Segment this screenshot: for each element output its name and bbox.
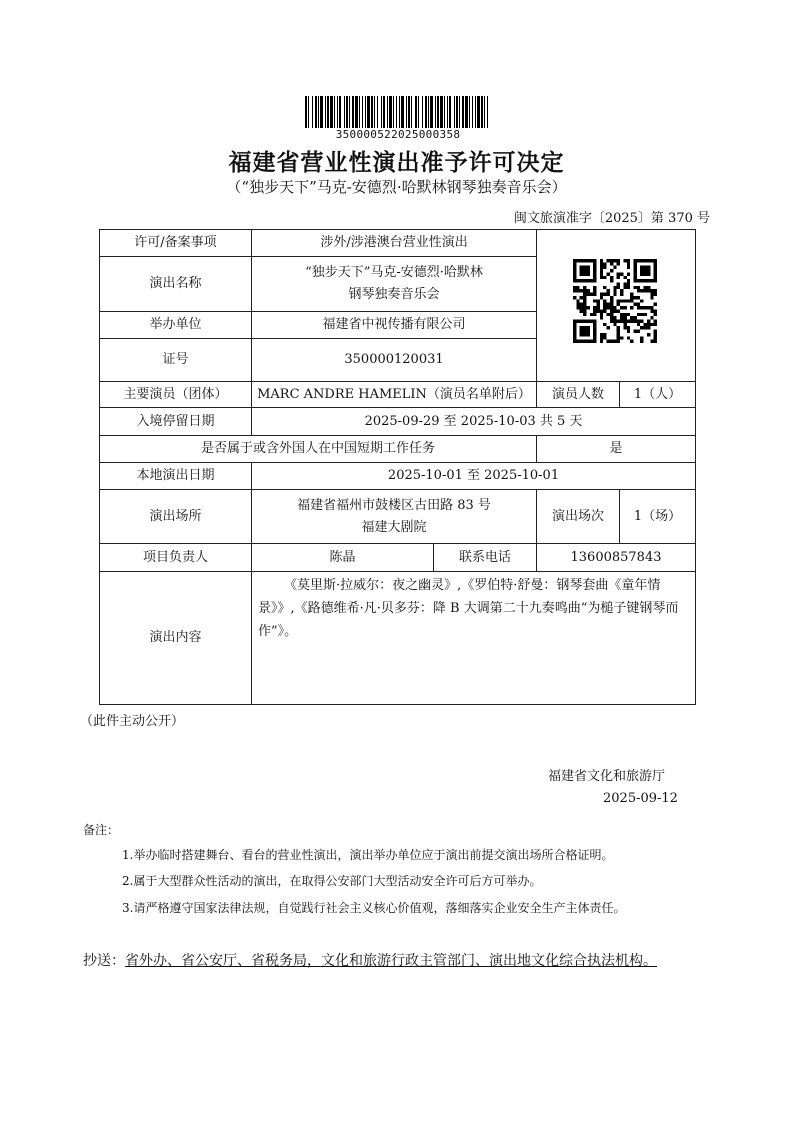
- show-name-line2: 钢琴独奏音乐会: [348, 287, 440, 302]
- barcode-image: [305, 96, 491, 128]
- page-subtitle: （“独步天下”马克-安德烈·哈默林钢琴独奏音乐会）: [226, 178, 567, 196]
- content-label: 演出内容: [100, 572, 252, 705]
- document-number: 闽文旅演准字〔2025〕第 370 号: [513, 211, 710, 226]
- cc-section: [83, 947, 713, 975]
- show-name-label: 演出名称: [100, 257, 252, 312]
- entry-date-label: 入境停留日期: [100, 408, 252, 436]
- organizer-value: 福建省中视传播有限公司: [252, 312, 537, 339]
- local-date-label: 本地演出日期: [100, 463, 252, 490]
- entry-date-value: 2025-09-29 至 2025-10-03 共 5 天: [252, 408, 696, 436]
- qr-code-image: [573, 259, 657, 343]
- performer-count-value: 1（人）: [620, 382, 696, 408]
- manager-label: 项目负责人: [100, 544, 252, 572]
- manager-value: 陈晶: [252, 544, 434, 572]
- note-item: 3.请严格遵守国家法律法规，自觉践行社会主义核心价值观，落细落实企业安全生产主体责任。: [122, 901, 626, 915]
- content-value: 《莫里斯·拉威尔：夜之幽灵》,《罗伯特·舒曼：钢琴套曲《童年情景》》,《路德维希·凡·贝多芬：降 B 大调第二十九奏鸣曲“为槌子键钢琴而作”》。: [252, 572, 696, 705]
- cc-value: 省外办、省公安厅、省税务局，文化和旅游行政主管部门、演出地文化综合执法机构。: [125, 953, 657, 969]
- barcode-number: 350000522025000358: [335, 128, 461, 141]
- license-type-label: 许可/备案事项: [100, 230, 252, 257]
- phone-label: 联系电话: [434, 544, 537, 572]
- issuer-name: 福建省文化和旅游厅: [548, 769, 666, 784]
- phone-value: 13600857843: [537, 544, 696, 572]
- show-name-line1: “独步天下”马克-安德烈·哈默林: [305, 265, 483, 280]
- show-name-value: [252, 257, 537, 312]
- foreign-task-label: 是否属于或含外国人在中国短期工作任务: [100, 436, 537, 463]
- venue-value: [252, 490, 537, 544]
- foreign-task-value: 是: [537, 436, 696, 463]
- notes-label: 备注：: [83, 823, 120, 837]
- note-item: 2.属于大型群众性活动的演出，在取得公安部门大型活动安全许可后方可举办。: [122, 874, 542, 888]
- issue-date: 2025-09-12: [603, 791, 678, 806]
- cert-value: 350000120031: [252, 339, 537, 382]
- performer-count-label: 演员人数: [537, 382, 620, 408]
- public-note: （此件主动公开）: [80, 714, 185, 729]
- page-title: 福建省营业性演出准予许可决定: [228, 150, 565, 176]
- organizer-label: 举办单位: [100, 312, 252, 339]
- license-type-value: 涉外/涉港澳台营业性演出: [252, 230, 537, 257]
- venue-line1: 福建省福州市鼓楼区古田路 83 号: [297, 497, 491, 513]
- venue-line2: 福建大剧院: [361, 519, 427, 535]
- sessions-label: 演出场次: [537, 490, 620, 544]
- sessions-value: 1（场）: [620, 490, 696, 544]
- cc-label: 抄送：: [83, 953, 125, 969]
- note-item: 1.举办临时搭建舞台、看台的营业性演出，演出举办单位应于演出前提交演出场所合格证明。: [122, 848, 614, 862]
- performer-label: 主要演员（团体）: [100, 382, 252, 408]
- performer-value: MARC ANDRE HAMELIN（演员名单附后）: [252, 382, 537, 408]
- venue-label: 演出场所: [100, 490, 252, 544]
- local-date-value: 2025-10-01 至 2025-10-01: [252, 463, 696, 490]
- cert-label: 证号: [100, 339, 252, 382]
